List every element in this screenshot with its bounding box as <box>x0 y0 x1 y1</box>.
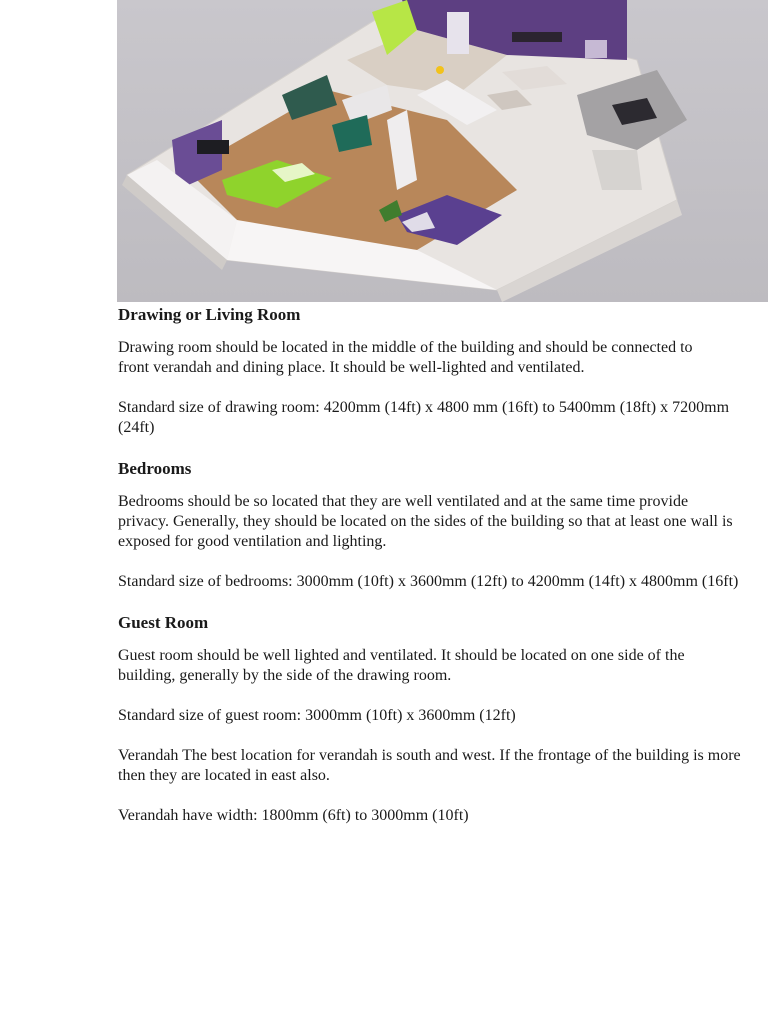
article-body <box>118 304 768 826</box>
paragraph-line: privacy. Generally, they should be located on the sides of the building so that at least one wall is <box>118 513 733 530</box>
paragraph-line: Verandah have width: 1800mm (6ft) to 3000mm (10ft) <box>118 807 469 824</box>
paragraph-line: front verandah and dining place. It should be well-lighted and ventilated. <box>118 359 585 376</box>
paragraph-line: (24ft) <box>118 419 155 436</box>
paragraph-line: building, generally by the side of the drawing room. <box>118 667 452 684</box>
paragraph-line: Standard size of drawing room: 4200mm (14ft) x 4800 mm (16ft) to 5400mm (18ft) x 7200mm <box>118 399 730 416</box>
section-heading-guest-room: Guest Room <box>118 613 209 632</box>
floor-plan-drawing <box>117 0 768 302</box>
paragraph-line: exposed for good ventilation and lighting. <box>118 533 387 550</box>
section-heading-drawing-room: Drawing or Living Room <box>118 305 301 324</box>
section-heading-bedrooms: Bedrooms <box>118 459 192 478</box>
paragraph-line: Standard size of guest room: 3000mm (10ft) x 3600mm (12ft) <box>118 707 516 724</box>
paragraph-line: Bedrooms should be so located that they are well ventilated and at the same time provide <box>118 493 689 510</box>
floor-plan-illustration <box>117 0 768 302</box>
paragraph-line: Guest room should be well lighted and ventilated. It should be located on one side of the <box>118 647 685 664</box>
paragraph-line: Standard size of bedrooms: 3000mm (10ft) x 3600mm (12ft) to 4200mm (14ft) x 4800mm (16ft) <box>118 573 739 590</box>
paragraph-line: then they are located in east also. <box>118 767 330 784</box>
paragraph-line: Drawing room should be located in the middle of the building and should be connected to <box>118 339 693 356</box>
paragraph-line: Verandah The best location for verandah is south and west. If the frontage of the building is more <box>118 747 741 764</box>
